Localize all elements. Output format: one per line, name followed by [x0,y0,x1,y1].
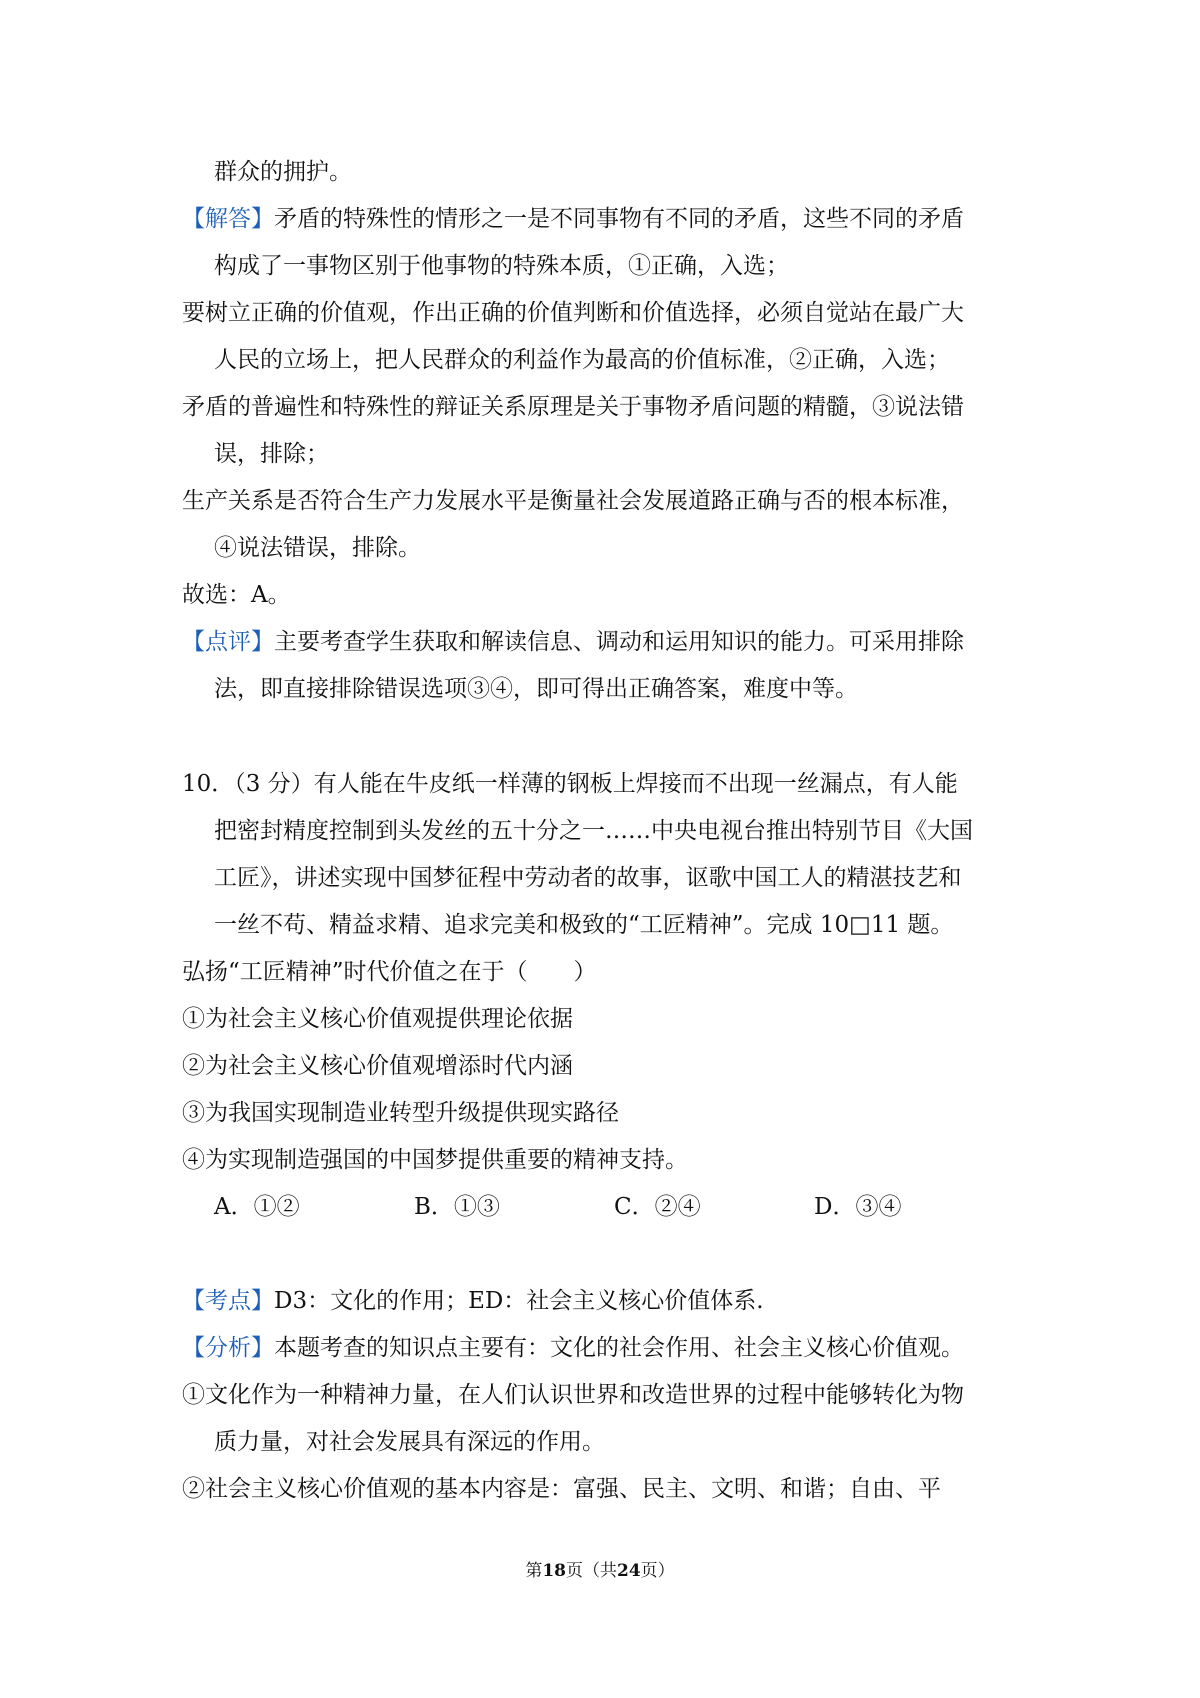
text-line: 人民的立场上，把人民群众的利益作为最高的价值标准，②正确，入选； [214,347,950,373]
text-line: 法，即直接排除错误选项③④，即可得出正确答案，难度中等。 [214,676,858,702]
text-line: 【考点】D3：文化的作用；ED：社会主义核心价值体系. [182,1288,764,1314]
option-b: B．①③ [414,1194,500,1220]
statement-2: ②为社会主义核心价值观增添时代内涵 [182,1053,573,1079]
option-a: A．①② [214,1194,300,1220]
text-line: 【分析】本题考查的知识点主要有：文化的社会作用、社会主义核心价值观。 [182,1335,964,1361]
text-line: ④说法错误，排除。 [214,535,421,561]
option-c: C．②④ [614,1194,701,1220]
statement-4: ④为实现制造强国的中国梦提供重要的精神支持。 [182,1147,688,1173]
question-stem: 弘扬“工匠精神”时代价值之在于（ ） [182,959,597,985]
text-line: 生产关系是否符合生产力发展水平是衡量社会发展道路正确与否的根本标准， [182,488,964,514]
text-line: ①文化作为一种精神力量，在人们认识世界和改造世界的过程中能够转化为物 [182,1382,964,1408]
text-line: 质力量，对社会发展具有深远的作用。 [214,1429,605,1455]
text-line: 矛盾的普遍性和特殊性的辩证关系原理是关于事物矛盾问题的精髓，③说法错 [182,394,964,420]
text-line: 要树立正确的价值观，作出正确的价值判断和价值选择，必须自觉站在最广大 [182,300,964,326]
text-line: 构成了一事物区别于他事物的特殊本质，①正确，入选； [214,253,789,279]
section-tag: 【分析】 [182,1335,274,1361]
option-d: D．③④ [814,1194,902,1220]
question-line: 一丝不苟、精益求精、追求完美和极致的“工匠精神”。完成 10□11 题。 [214,912,954,938]
text-line: 故选：A。 [182,582,291,608]
text-line: 【点评】主要考查学生获取和解读信息、调动和运用知识的能力。可采用排除 [182,629,964,655]
question-line: 把密封精度控制到头发丝的五十分之一……中央电视台推出特别节目《大国 [214,818,973,844]
statement-3: ③为我国实现制造业转型升级提供现实路径 [182,1100,619,1126]
statement-1: ①为社会主义核心价值观提供理论依据 [182,1006,573,1032]
section-tag: 【考点】 [182,1288,274,1314]
text-line: 【解答】矛盾的特殊性的情形之一是不同事物有不同的矛盾，这些不同的矛盾 [182,206,964,232]
text-line: 误，排除； [214,441,329,467]
text-line: 群众的拥护。 [214,159,352,185]
page-footer: 第18页（共24页） [525,1561,675,1581]
section-tag: 【点评】 [182,629,274,655]
text-line: ②社会主义核心价值观的基本内容是：富强、民主、文明、和谐；自由、平 [182,1476,941,1502]
question-line: 工匠》，讲述实现中国梦征程中劳动者的故事，讴歌中国工人的精湛技艺和 [214,865,962,891]
section-tag: 【解答】 [182,206,274,232]
page-number: 18 [542,1561,566,1581]
question-line: 10．（3 分）有人能在牛皮纸一样薄的钢板上焊接而不出现一丝漏点，有人能 [182,771,958,797]
page-total: 24 [617,1561,641,1581]
